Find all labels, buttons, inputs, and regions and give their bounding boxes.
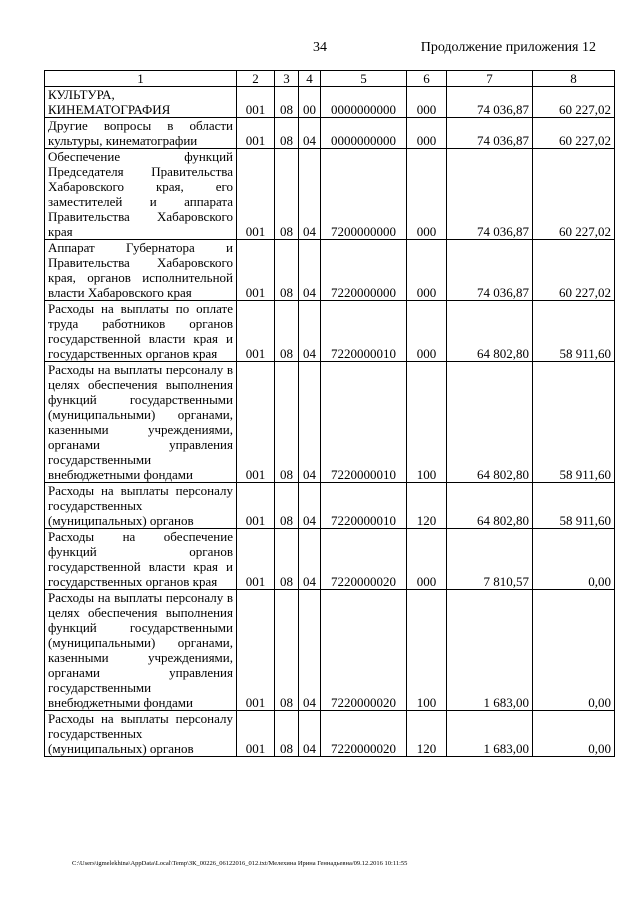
- subsection-code: 04: [299, 711, 321, 757]
- expense-type-code: 000: [407, 529, 447, 590]
- ministry-code: 001: [237, 529, 275, 590]
- amount-col-7: 74 036,87: [447, 87, 533, 118]
- section-code: 08: [275, 240, 299, 301]
- expense-type-code: 120: [407, 483, 447, 529]
- row-name: Обеспечение функций Председателя Правительства Хабаровского края, его заместителей и аппарата Правительства Хабаровского края: [45, 149, 237, 240]
- file-path-footer: C:\Users\igmelekhina\AppData\Local\Temp\ЗК_00226_06122016_012.txt/Мелехина Ирина Геннадьевна/09.12.2016 10:11:55: [72, 860, 408, 867]
- table-row: [45, 149, 615, 240]
- amount-col-8: 60 227,02: [533, 240, 615, 301]
- ministry-code: 001: [237, 590, 275, 711]
- ministry-code: 001: [237, 483, 275, 529]
- row-name: Расходы на выплаты по оплате труда работников органов государственной власти края и государственных органов края: [45, 301, 237, 362]
- column-header: 1: [45, 71, 237, 87]
- target-article-code: 7220000000: [321, 240, 407, 301]
- row-name: Расходы на выплаты персоналу государственных (муниципальных) органов: [45, 711, 237, 757]
- amount-col-8: 60 227,02: [533, 149, 615, 240]
- target-article-code: 7220000020: [321, 590, 407, 711]
- target-article-code: 7220000020: [321, 711, 407, 757]
- column-header: 3: [275, 71, 299, 87]
- amount-col-7: 74 036,87: [447, 240, 533, 301]
- row-name: Аппарат Губернатора и Правительства Хабаровского края, органов исполнительной власти Хабаровского края: [45, 240, 237, 301]
- row-name: КУЛЬТУРА, КИНЕМАТОГРАФИЯ: [45, 87, 237, 118]
- subsection-code: 04: [299, 362, 321, 483]
- amount-col-8: 58 911,60: [533, 301, 615, 362]
- expense-type-code: 000: [407, 149, 447, 240]
- amount-col-8: 0,00: [533, 529, 615, 590]
- expense-type-code: 000: [407, 118, 447, 149]
- table-row: [45, 590, 615, 711]
- ministry-code: 001: [237, 711, 275, 757]
- target-article-code: 7220000010: [321, 483, 407, 529]
- amount-col-8: 60 227,02: [533, 87, 615, 118]
- table-row: [45, 362, 615, 483]
- amount-col-7: 64 802,80: [447, 362, 533, 483]
- target-article-code: 0000000000: [321, 87, 407, 118]
- ministry-code: 001: [237, 118, 275, 149]
- expense-type-code: 100: [407, 362, 447, 483]
- amount-col-7: 1 683,00: [447, 590, 533, 711]
- section-code: 08: [275, 118, 299, 149]
- ministry-code: 001: [237, 87, 275, 118]
- section-code: 08: [275, 483, 299, 529]
- target-article-code: 0000000000: [321, 118, 407, 149]
- amount-col-8: 0,00: [533, 711, 615, 757]
- ministry-code: 001: [237, 149, 275, 240]
- subsection-code: 04: [299, 590, 321, 711]
- target-article-code: 7220000020: [321, 529, 407, 590]
- appendix-continuation-label: Продолжение приложения 12: [420, 40, 596, 55]
- subsection-code: 04: [299, 529, 321, 590]
- subsection-code: 04: [299, 240, 321, 301]
- table-row: [45, 711, 615, 757]
- section-code: 08: [275, 590, 299, 711]
- table-row: [45, 483, 615, 529]
- row-name: Другие вопросы в области культуры, кинематографии: [45, 118, 237, 149]
- expense-type-code: 120: [407, 711, 447, 757]
- amount-col-8: 60 227,02: [533, 118, 615, 149]
- subsection-code: 04: [299, 483, 321, 529]
- amount-col-7: 74 036,87: [447, 149, 533, 240]
- section-code: 08: [275, 711, 299, 757]
- amount-col-8: 58 911,60: [533, 483, 615, 529]
- column-header: 7: [447, 71, 533, 87]
- amount-col-7: 1 683,00: [447, 711, 533, 757]
- row-name: Расходы на выплаты персоналу государственных (муниципальных) органов: [45, 483, 237, 529]
- table-row: [45, 529, 615, 590]
- expense-type-code: 100: [407, 590, 447, 711]
- target-article-code: 7220000010: [321, 362, 407, 483]
- table-row: [45, 240, 615, 301]
- expense-type-code: 000: [407, 87, 447, 118]
- amount-col-8: 0,00: [533, 590, 615, 711]
- column-header: 5: [321, 71, 407, 87]
- amount-col-7: 64 802,80: [447, 301, 533, 362]
- table-header-row: [45, 71, 615, 87]
- expense-type-code: 000: [407, 301, 447, 362]
- amount-col-8: 58 911,60: [533, 362, 615, 483]
- ministry-code: 001: [237, 240, 275, 301]
- column-header: 2: [237, 71, 275, 87]
- section-code: 08: [275, 301, 299, 362]
- row-name: Расходы на обеспечение функций органов государственной власти края и государственных органов края: [45, 529, 237, 590]
- row-name: Расходы на выплаты персоналу в целях обеспечения выполнения функций государственными (муниципальными) органами, казенными учреждениями, органами управления государственными внебюджетными фондами: [45, 590, 237, 711]
- target-article-code: 7220000010: [321, 301, 407, 362]
- ministry-code: 001: [237, 301, 275, 362]
- column-header: 8: [533, 71, 615, 87]
- table-row: [45, 301, 615, 362]
- subsection-code: 04: [299, 118, 321, 149]
- subsection-code: 00: [299, 87, 321, 118]
- ministry-code: 001: [237, 362, 275, 483]
- column-header: 4: [299, 71, 321, 87]
- subsection-code: 04: [299, 149, 321, 240]
- amount-col-7: 7 810,57: [447, 529, 533, 590]
- table-row: [45, 118, 615, 149]
- table-row: [45, 87, 615, 118]
- amount-col-7: 74 036,87: [447, 118, 533, 149]
- section-code: 08: [275, 362, 299, 483]
- expense-type-code: 000: [407, 240, 447, 301]
- target-article-code: 7200000000: [321, 149, 407, 240]
- page-number: 34: [313, 40, 327, 55]
- budget-table: [44, 70, 615, 757]
- subsection-code: 04: [299, 301, 321, 362]
- column-header: 6: [407, 71, 447, 87]
- section-code: 08: [275, 149, 299, 240]
- section-code: 08: [275, 529, 299, 590]
- amount-col-7: 64 802,80: [447, 483, 533, 529]
- section-code: 08: [275, 87, 299, 118]
- row-name: Расходы на выплаты персоналу в целях обеспечения выполнения функций государственными (муниципальными) органами, казенными учреждениями, органами управления государственными внебюджетными фондами: [45, 362, 237, 483]
